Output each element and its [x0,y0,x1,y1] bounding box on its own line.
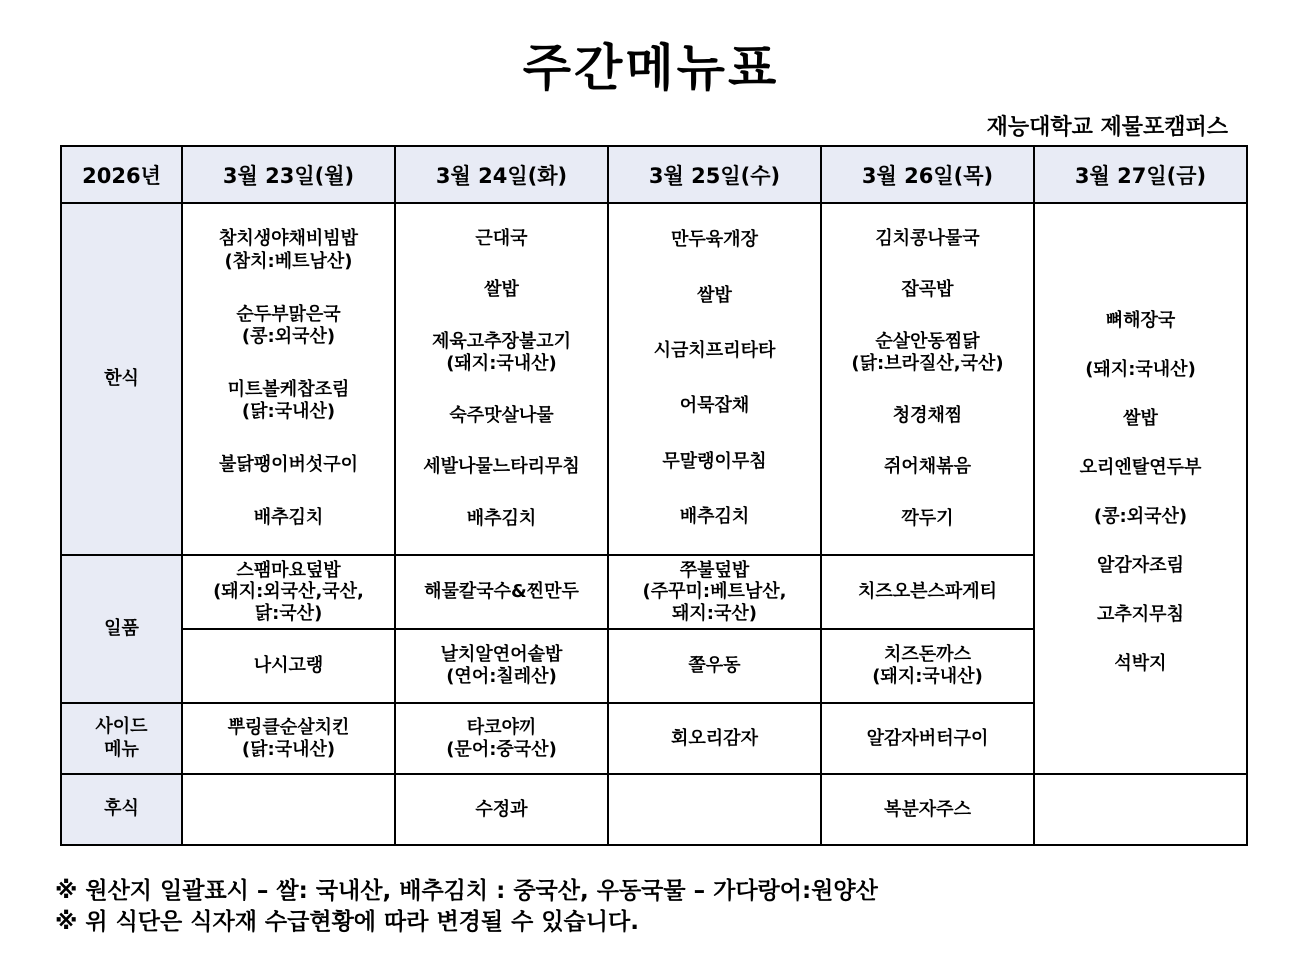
single-b-tue [395,629,608,703]
menu-item: 타코야끼 [466,716,537,738]
origin-note: (참치:베트남산) [224,250,353,272]
menu-item: 제육고추장불고기 [431,330,572,352]
day-header-thu: 3월 26일(목) [821,146,1034,203]
menu-item: 해물칼국수&찐만두 [424,581,579,603]
origin-note: (주꾸미:베트남산, [642,581,787,603]
menu-item: 김치콩나물국 [875,227,980,249]
menu-item: 뿌링클순살치킨 [227,716,350,738]
row-label-korean: 한식 [61,203,182,555]
origin-footnote: ※ 원산지 일괄표시 – 쌀: 국내산, 배추김치 : 중국산, 우동국물 – 가다랑어:원양산 [55,878,878,904]
header-row [61,146,1247,203]
menu-item: 무말랭이무침 [662,450,767,472]
friday-cell [1034,203,1247,774]
dessert-row [61,774,1247,845]
row-label-side-line1: 사이드 [95,716,148,737]
weekly-menu-table [60,145,1248,846]
origin-note: 돼지:국산) [672,602,757,624]
menu-item: 배추김치 [679,506,750,528]
origin-note: (돼지:국내산) [446,353,557,375]
menu-item: 만두육개장 [671,229,758,251]
menu-item: 청경채찜 [892,404,963,426]
change-footnote: ※ 위 식단은 식자재 수급현황에 따라 변경될 수 있습니다. [55,909,639,936]
korean-cell-mon [182,203,395,555]
dessert-fri [1034,774,1247,845]
dessert-mon [182,774,395,845]
menu-item: 근대국 [475,227,528,249]
day-header-tue: 3월 24일(화) [395,146,608,203]
menu-item: 치즈돈까스 [884,644,971,666]
menu-item: 오리엔탈연두부 [1079,456,1202,478]
single-b-mon [182,629,395,703]
menu-item: 참치생야채비빔밥 [218,228,359,250]
menu-item: 쥐어채볶음 [884,456,971,478]
menu-item: 순살안동찜닭 [875,330,980,352]
menu-item: 회오리감자 [671,727,758,749]
campus-name: 재능대학교 제물포캠퍼스 [986,115,1228,140]
dessert-wed [608,774,821,845]
menu-item: 숙주맛살나물 [449,404,554,426]
menu-item: 불닭팽이버섯구이 [218,454,359,476]
single-a-wed [608,555,821,629]
origin-note: 닭:국산) [254,602,323,624]
page-title: 주간메뉴표 [522,39,780,97]
korean-cell-wed [608,203,821,555]
single-a-tue [395,555,608,629]
menu-item: 쌀밥 [697,284,732,306]
single-b-wed [608,629,821,703]
row-label-dessert: 후식 [61,774,182,845]
row-label-side [61,703,182,774]
day-header-mon: 3월 23일(월) [182,146,395,203]
korean-row [61,203,1247,555]
day-header-fri: 3월 27일(금) [1034,146,1247,203]
menu-item: 석박지 [1114,652,1167,674]
row-label-side-line2: 메뉴 [104,738,139,760]
menu-item: 미트볼케찹조림 [227,378,350,400]
menu-item: 쌀밥 [484,279,519,301]
footnotes [55,876,878,938]
origin-note: (연어:칠레산) [446,666,557,687]
row-label-single: 일품 [61,555,182,703]
menu-item: 쫄우동 [688,655,741,677]
origin-note: (콩:외국산) [241,326,336,348]
menu-item: 어묵잡채 [679,395,750,417]
korean-cell-thu [821,203,1034,555]
menu-item: 시금치프리타타 [653,340,776,362]
origin-note: (돼지:국내산) [872,666,983,687]
single-b-thu [821,629,1034,703]
menu-item: 배추김치 [466,507,537,529]
origin-note: (돼지:국내산) [1085,358,1196,380]
menu-item: 치즈오븐스파게티 [857,581,998,603]
menu-item: 알감자버터구이 [866,727,989,749]
single-a-thu [821,555,1034,629]
dessert-tue: 수정과 [395,774,608,845]
menu-item: 날치알연어솥밥 [440,644,563,666]
origin-note: (닭:브라질산,국산) [851,353,1004,375]
menu-item: 잡곡밥 [901,279,954,301]
menu-item: 세발나물느타리무침 [423,456,580,478]
menu-item: 깍두기 [901,507,954,529]
origin-note: (문어:중국산) [446,738,557,760]
year-header: 2026년 [61,146,182,203]
day-header-wed: 3월 25일(수) [608,146,821,203]
side-mon [182,703,395,774]
menu-item: 고추지무침 [1097,603,1184,625]
side-wed [608,703,821,774]
dessert-thu: 복분자주스 [821,774,1034,845]
single-a-mon [182,555,395,629]
menu-item: 쌀밥 [1123,407,1158,429]
korean-cell-tue [395,203,608,555]
menu-item: 스팸마요덮밥 [236,559,341,581]
menu-item: 알감자조림 [1097,554,1184,576]
origin-note: (닭:국내산) [241,401,336,423]
side-tue [395,703,608,774]
menu-item: 뼈해장국 [1105,309,1176,331]
origin-note: (닭:국내산) [241,738,336,760]
menu-item: 나시고랭 [253,655,324,677]
origin-note: (돼지:외국산,국산, [213,581,364,603]
menu-item: 쭈불덮밥 [679,559,750,581]
menu-item: 순두부맑은국 [236,303,341,325]
origin-note: (콩:외국산) [1093,505,1188,527]
menu-item: 배추김치 [253,507,324,529]
side-thu [821,703,1034,774]
